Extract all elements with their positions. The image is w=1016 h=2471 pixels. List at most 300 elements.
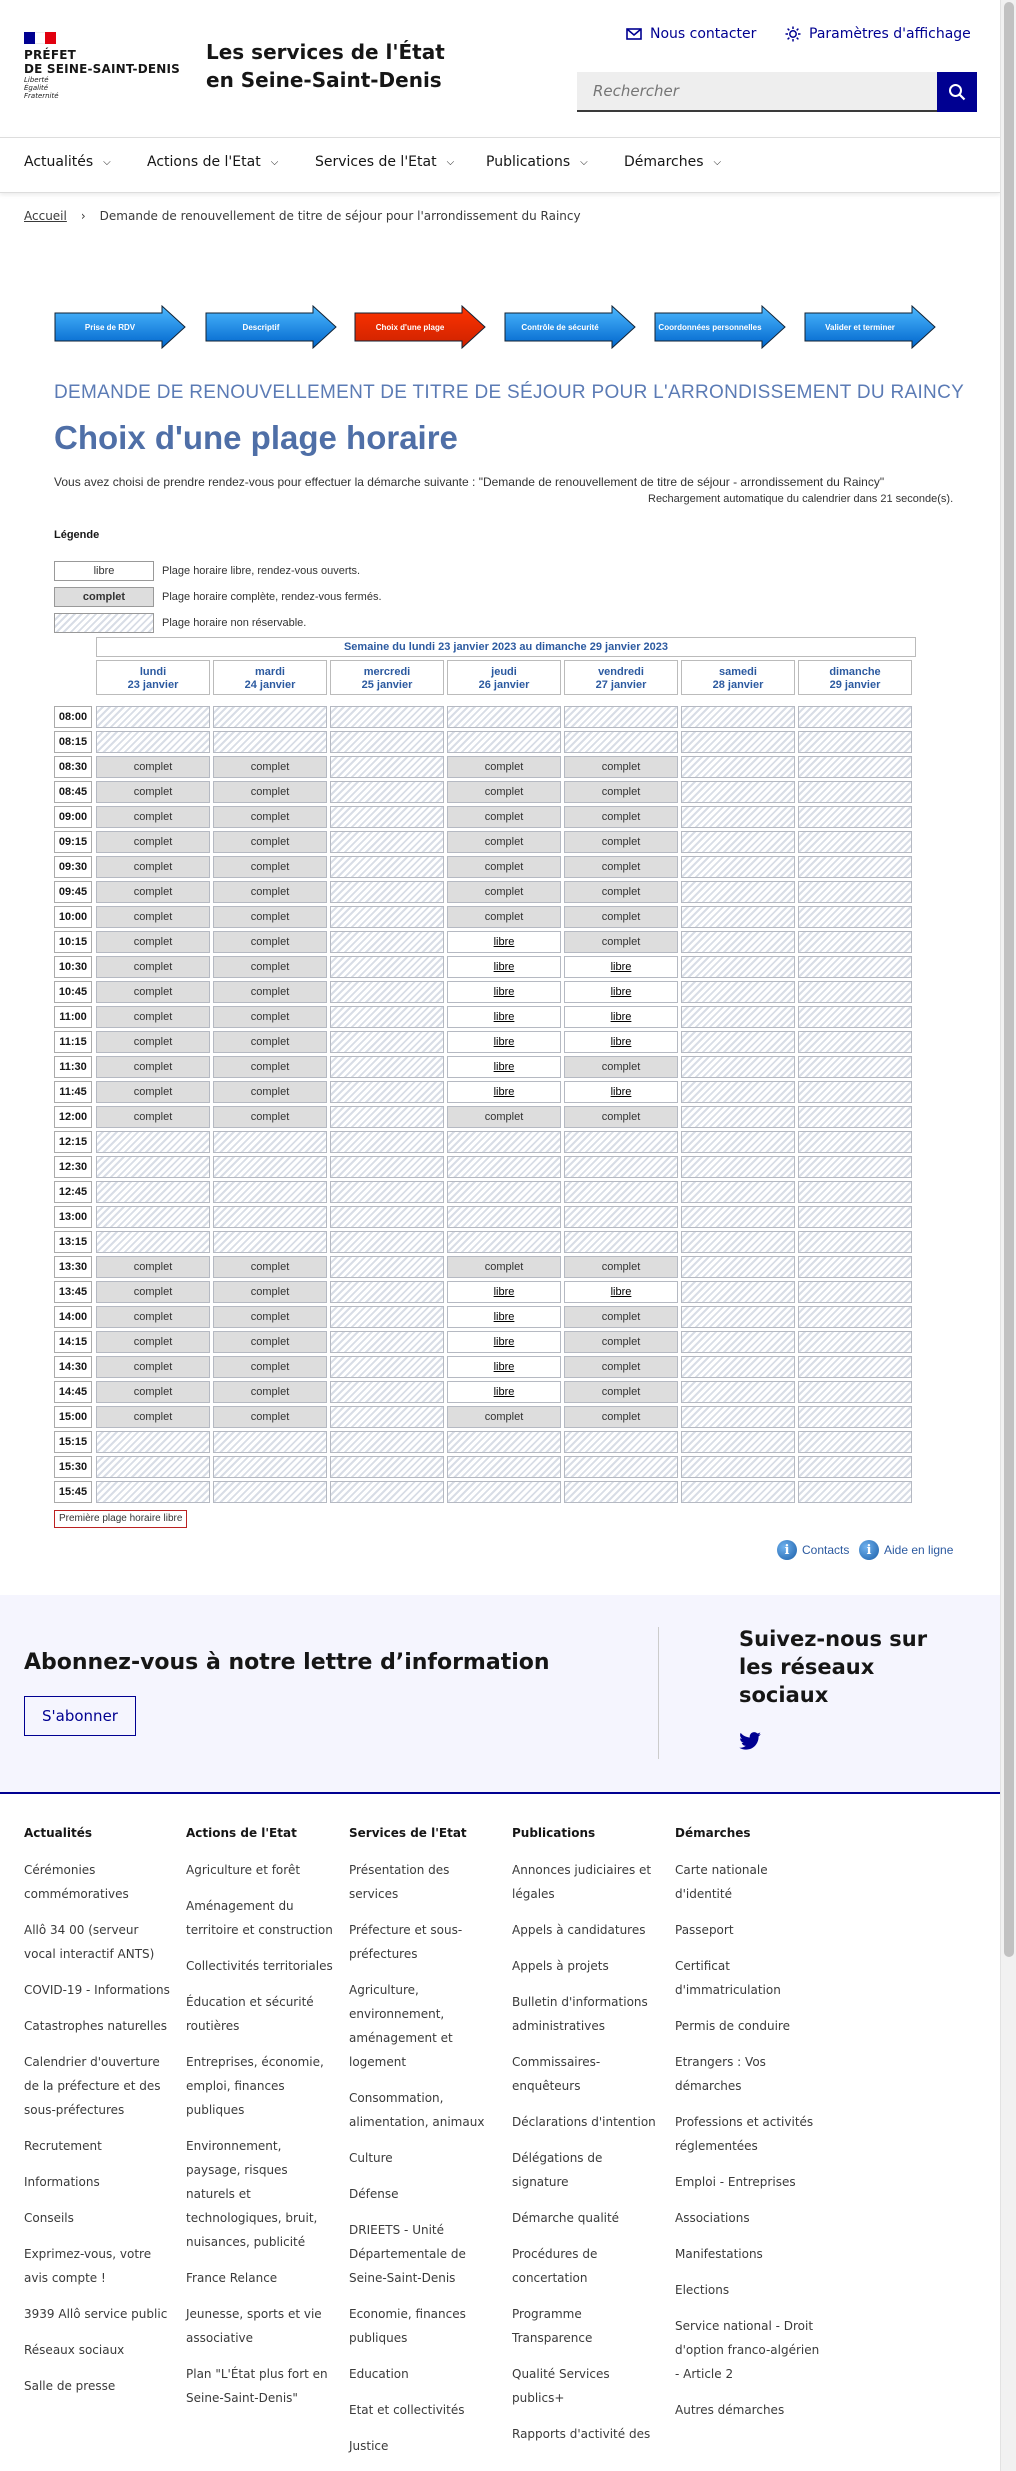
footer-link[interactable]: Aménagement du territoire et construction xyxy=(186,1899,333,1937)
time-label: 11:45 xyxy=(54,1081,92,1103)
slot-unavailable xyxy=(681,1006,795,1028)
slot-full: complet xyxy=(564,781,678,803)
slot-unavailable xyxy=(798,1081,912,1103)
slot-full: complet xyxy=(447,806,561,828)
republic-motto: Liberté Égalité Fraternité xyxy=(24,76,59,100)
slot-unavailable xyxy=(330,806,444,828)
time-label: 15:00 xyxy=(54,1406,92,1428)
slot-full: complet xyxy=(564,1306,678,1328)
slot-unavailable xyxy=(564,1231,678,1253)
time-label: 14:30 xyxy=(54,1356,92,1378)
footer-link[interactable]: Annonces judiciaires et légales xyxy=(512,1863,652,1901)
slot-unavailable xyxy=(330,1231,444,1253)
slot-unavailable xyxy=(798,706,912,728)
slot-full: complet xyxy=(447,856,561,878)
footer-link[interactable]: Service national - Droit d'option franco-algérien - Article 2 xyxy=(675,2319,820,2381)
footer-link[interactable]: DRIEETS - Unité Départementale de Seine-Saint-Denis xyxy=(349,2223,466,2285)
slot-unavailable xyxy=(96,731,210,753)
reload-notice: Rechargement automatique du calendrier dans 21 seconde(s). xyxy=(648,493,954,505)
slot-unavailable xyxy=(564,1206,678,1228)
slot-unavailable xyxy=(681,1356,795,1378)
scrollbar-thumb[interactable] xyxy=(1004,2,1014,1957)
footer-column-title: Services de l'Etat xyxy=(349,1826,467,1840)
week-title: Semaine du lundi 23 janvier 2023 au dimanche 29 janvier 2023 xyxy=(96,637,916,657)
slot-full: complet xyxy=(213,1106,327,1128)
slot-unavailable xyxy=(681,1131,795,1153)
nav-item-actions-etat[interactable]: Actions de l'Etat ⌵ xyxy=(147,154,279,170)
footer-link[interactable]: Bulletin d'informations administratives xyxy=(512,1995,648,2033)
slot-unavailable xyxy=(330,1431,444,1453)
slot-unavailable xyxy=(798,831,912,853)
footer-link[interactable]: Etat et collectivités xyxy=(349,2403,465,2417)
slot-unavailable xyxy=(447,1431,561,1453)
slot-unavailable xyxy=(681,1231,795,1253)
footer-link[interactable]: Programme Transparence xyxy=(512,2307,593,2345)
slot-unavailable xyxy=(447,1231,561,1253)
slot-unavailable xyxy=(96,1456,210,1478)
slot-free[interactable]: libre xyxy=(564,956,678,978)
time-label: 13:00 xyxy=(54,1206,92,1228)
slot-free[interactable]: libre xyxy=(447,1056,561,1078)
slot-unavailable xyxy=(798,1356,912,1378)
slot-full: complet xyxy=(213,931,327,953)
slot-unavailable xyxy=(681,1281,795,1303)
footer-column xyxy=(512,1826,662,2458)
footer-link[interactable]: Associations xyxy=(675,2211,750,2225)
slot-free[interactable]: libre xyxy=(447,1281,561,1303)
time-label: 11:15 xyxy=(54,1031,92,1053)
time-label: 09:00 xyxy=(54,806,92,828)
slot-unavailable xyxy=(330,1481,444,1503)
slot-free[interactable]: libre xyxy=(447,981,561,1003)
slot-unavailable xyxy=(96,1231,210,1253)
slot-unavailable xyxy=(447,1181,561,1203)
slot-full: complet xyxy=(213,806,327,828)
nav-item-services-etat[interactable]: Services de l'Etat ⌵ xyxy=(315,154,455,170)
slot-full: complet xyxy=(96,1031,210,1053)
footer-link[interactable]: Réseaux sociaux xyxy=(24,2343,125,2357)
slot-unavailable xyxy=(681,1381,795,1403)
slot-full: complet xyxy=(96,856,210,878)
footer-column-title: Actions de l'Etat xyxy=(186,1826,297,1840)
slot-unavailable xyxy=(681,706,795,728)
footer-link[interactable]: Entreprises, économie, emploi, finances publiques xyxy=(186,2055,324,2117)
slot-unavailable xyxy=(798,1281,912,1303)
step-label: Choix d'une plage xyxy=(375,322,445,332)
footer-column xyxy=(349,1826,499,2470)
slot-free[interactable]: libre xyxy=(447,1331,561,1353)
footer-link[interactable]: Délégations de signature xyxy=(512,2151,603,2189)
slot-full: complet xyxy=(96,1256,210,1278)
slot-unavailable xyxy=(798,981,912,1003)
slot-unavailable xyxy=(564,1181,678,1203)
time-label: 15:15 xyxy=(54,1431,92,1453)
footer-link[interactable]: Rapports d'activité des xyxy=(512,2427,651,2441)
slot-unavailable xyxy=(213,706,327,728)
footer-link[interactable]: COVID-19 - Informations xyxy=(24,1983,170,1997)
footer-link[interactable]: Education xyxy=(349,2367,409,2381)
slot-unavailable xyxy=(798,1231,912,1253)
footer-link[interactable]: Cérémonies commémoratives xyxy=(24,1863,129,1901)
slot-unavailable xyxy=(681,756,795,778)
contact-link[interactable]: Nous contacter xyxy=(626,26,756,42)
slot-full: complet xyxy=(564,1056,678,1078)
footer-link[interactable]: Certificat d'immatriculation xyxy=(675,1959,781,1997)
slot-unavailable xyxy=(96,1206,210,1228)
slot-unavailable xyxy=(330,1281,444,1303)
slot-unavailable xyxy=(798,1131,912,1153)
slot-full: complet xyxy=(447,1406,561,1428)
slot-unavailable xyxy=(330,1381,444,1403)
slot-unavailable xyxy=(564,1131,678,1153)
slot-unavailable xyxy=(681,1081,795,1103)
footer-link[interactable]: Autres démarches xyxy=(675,2403,785,2417)
day-header: vendredi 27 janvier xyxy=(564,660,678,695)
slot-full: complet xyxy=(96,1106,210,1128)
slot-unavailable xyxy=(330,781,444,803)
slot-unavailable xyxy=(681,906,795,928)
footer-link[interactable]: Catastrophes naturelles xyxy=(24,2019,168,2033)
legend-free: libre Plage horaire libre, rendez-vous ouverts. xyxy=(54,561,360,581)
footer-link[interactable]: Calendrier d'ouverture de la préfecture et des sous-préfectures xyxy=(24,2055,161,2117)
slot-free[interactable]: libre xyxy=(564,1281,678,1303)
slot-unavailable xyxy=(798,856,912,878)
slot-unavailable xyxy=(96,706,210,728)
footer-link[interactable]: Allô 34 00 (serveur vocal interactif ANTS) xyxy=(24,1923,155,1961)
slot-free[interactable]: libre xyxy=(447,956,561,978)
footer-link[interactable]: Carte nationale d'identité xyxy=(675,1863,768,1901)
footer-link[interactable]: Appels à projets xyxy=(512,1959,609,1973)
slot-full: complet xyxy=(213,1081,327,1103)
slot-full: complet xyxy=(96,931,210,953)
chevron-down-icon: ⌵ xyxy=(580,156,588,168)
slot-full: complet xyxy=(213,1281,327,1303)
slot-unavailable xyxy=(330,1406,444,1428)
slot-unavailable xyxy=(798,1481,912,1503)
chevron-down-icon: ⌵ xyxy=(713,156,722,168)
day-header: dimanche 29 janvier xyxy=(798,660,912,695)
slot-full: complet xyxy=(213,1331,327,1353)
main-nav xyxy=(0,137,1000,193)
footer-link[interactable]: France Relance xyxy=(186,2271,278,2285)
slot-unavailable xyxy=(798,1306,912,1328)
slot-unavailable xyxy=(330,931,444,953)
footer-link[interactable]: Préfecture et sous-préfectures xyxy=(349,1923,463,1961)
slot-full: complet xyxy=(96,1006,210,1028)
slot-full: complet xyxy=(564,1331,678,1353)
slot-full: complet xyxy=(96,1356,210,1378)
slot-full: complet xyxy=(213,1406,327,1428)
slot-free[interactable]: libre xyxy=(564,1081,678,1103)
slot-full: complet xyxy=(96,831,210,853)
legend-unavailable: Plage horaire non réservable. xyxy=(54,613,306,633)
slot-full: complet xyxy=(564,856,678,878)
time-label: 09:30 xyxy=(54,856,92,878)
breadcrumb-current: Demande de renouvellement de titre de séjour pour l'arrondissement du Raincy xyxy=(99,209,581,223)
slot-unavailable xyxy=(330,706,444,728)
social-title: Suivez-nous sur les réseaux sociaux xyxy=(739,1627,928,1707)
slot-unavailable xyxy=(798,1381,912,1403)
slot-unavailable xyxy=(96,1181,210,1203)
slot-full: complet xyxy=(96,1381,210,1403)
slot-free[interactable]: libre xyxy=(447,1356,561,1378)
slot-unavailable xyxy=(681,881,795,903)
footer-column xyxy=(186,1826,336,2422)
time-label: 10:00 xyxy=(54,906,92,928)
slot-unavailable xyxy=(213,731,327,753)
newsletter-section xyxy=(0,1595,1000,1793)
slot-free[interactable]: libre xyxy=(447,931,561,953)
footer-link[interactable]: 3939 Allô service public xyxy=(24,2307,168,2321)
time-label: 15:45 xyxy=(54,1481,92,1503)
footer-link[interactable]: Agriculture et forêt xyxy=(186,1863,301,1877)
footer-link[interactable]: Défense xyxy=(349,2187,399,2201)
footer-link[interactable]: Consommation, alimentation, animaux xyxy=(349,2091,485,2129)
slot-full: complet xyxy=(447,1256,561,1278)
slot-unavailable xyxy=(681,981,795,1003)
slot-unavailable xyxy=(213,1431,327,1453)
footer-link[interactable]: Conseils xyxy=(24,2211,74,2225)
search-input[interactable] xyxy=(577,72,937,112)
slot-unavailable xyxy=(330,1206,444,1228)
search-icon xyxy=(948,83,966,101)
time-label: 10:45 xyxy=(54,981,92,1003)
slot-unavailable xyxy=(681,1031,795,1053)
slot-full: complet xyxy=(213,856,327,878)
slot-unavailable xyxy=(330,1006,444,1028)
footer-link[interactable]: Emploi - Entreprises xyxy=(675,2175,796,2189)
chevron-down-icon: ⌵ xyxy=(270,156,279,168)
time-label: 15:30 xyxy=(54,1456,92,1478)
footer-link[interactable]: Plan "L'État plus fort en Seine-Saint-Denis" xyxy=(186,2367,328,2405)
slot-unavailable xyxy=(330,1081,444,1103)
newsletter-title: Abonnez-vous à notre lettre d’information xyxy=(24,1650,550,1675)
day-header: mardi 24 janvier xyxy=(213,660,327,695)
contacts-link[interactable]: i Contacts xyxy=(777,1540,849,1560)
footer-link[interactable]: Éducation et sécurité routières xyxy=(186,1995,314,2033)
footer-link[interactable]: Commissaires-enquêteurs xyxy=(512,2055,601,2093)
slot-unavailable xyxy=(330,1306,444,1328)
footer-link[interactable]: Déclarations d'intention xyxy=(512,2115,656,2129)
footer-link[interactable]: Informations xyxy=(24,2175,100,2189)
slot-unavailable xyxy=(681,731,795,753)
slot-free[interactable]: libre xyxy=(447,1081,561,1103)
day-header: lundi 23 janvier xyxy=(96,660,210,695)
time-label: 12:30 xyxy=(54,1156,92,1178)
footer-link[interactable]: Présentation des services xyxy=(349,1863,450,1901)
slot-free[interactable]: libre xyxy=(447,1306,561,1328)
footer-link[interactable]: Exprimez-vous, votre avis compte ! xyxy=(24,2247,152,2285)
nav-item-publications[interactable]: Publications ⌵ xyxy=(486,154,588,170)
slot-unavailable xyxy=(798,1056,912,1078)
time-label: 08:15 xyxy=(54,731,92,753)
page-title: Choix d'une plage horaire xyxy=(54,419,458,456)
slot-full: complet xyxy=(96,781,210,803)
twitter-icon[interactable] xyxy=(739,1732,761,1750)
slot-free[interactable]: libre xyxy=(447,1381,561,1403)
footer-link[interactable]: Permis de conduire xyxy=(675,2019,790,2033)
step-label: Valider et terminer xyxy=(825,322,895,332)
slot-unavailable xyxy=(330,1056,444,1078)
slot-unavailable xyxy=(330,731,444,753)
slot-unavailable xyxy=(564,1156,678,1178)
footer-link[interactable]: Justice xyxy=(349,2439,389,2453)
divider xyxy=(658,1627,659,1759)
slot-unavailable xyxy=(681,1056,795,1078)
footer-link[interactable]: Collectivités territoriales xyxy=(186,1959,333,1973)
slot-free[interactable]: libre xyxy=(564,981,678,1003)
slot-unavailable xyxy=(681,1106,795,1128)
slot-unavailable xyxy=(330,1256,444,1278)
slot-full: complet xyxy=(96,1056,210,1078)
slot-unavailable xyxy=(681,956,795,978)
time-label: 14:45 xyxy=(54,1381,92,1403)
nav-item-actualites[interactable]: Actualités ⌵ xyxy=(24,154,111,170)
footer-link[interactable]: Professions et activités réglementées xyxy=(675,2115,814,2153)
search-bar xyxy=(577,72,977,112)
scrollbar[interactable] xyxy=(1000,0,1016,2471)
slot-unavailable xyxy=(681,931,795,953)
slot-full: complet xyxy=(213,956,327,978)
slot-full: complet xyxy=(564,806,678,828)
search-button[interactable] xyxy=(937,72,977,112)
slot-unavailable xyxy=(798,1456,912,1478)
time-label: 08:45 xyxy=(54,781,92,803)
slot-unavailable xyxy=(330,856,444,878)
slot-unavailable xyxy=(798,1406,912,1428)
site-header xyxy=(0,0,1000,137)
slot-unavailable xyxy=(330,1106,444,1128)
slot-full: complet xyxy=(213,1006,327,1028)
chevron-down-icon: ⌵ xyxy=(446,156,455,168)
slot-unavailable xyxy=(447,1131,561,1153)
time-label: 08:00 xyxy=(54,706,92,728)
footer-link[interactable]: Procédures de concertation xyxy=(512,2247,598,2285)
time-label: 11:30 xyxy=(54,1056,92,1078)
slot-full: complet xyxy=(564,1381,678,1403)
site-title[interactable]: Les services de l'État en Seine-Saint-Denis xyxy=(206,40,445,92)
footer-link[interactable]: Elections xyxy=(675,2283,730,2297)
footer-link[interactable]: Agriculture, environnement, aménagement et logement xyxy=(349,1983,453,2069)
slot-full: complet xyxy=(96,1331,210,1353)
time-label: 08:30 xyxy=(54,756,92,778)
footer-link[interactable]: Manifestations xyxy=(675,2247,763,2261)
slot-unavailable xyxy=(681,1481,795,1503)
footer-link[interactable]: Salle de presse xyxy=(24,2379,116,2393)
slot-unavailable xyxy=(213,1456,327,1478)
envelope-icon xyxy=(626,28,642,40)
time-label: 13:45 xyxy=(54,1281,92,1303)
day-header: jeudi 26 janvier xyxy=(447,660,561,695)
slot-full: complet xyxy=(213,1256,327,1278)
slot-unavailable xyxy=(798,1181,912,1203)
slot-free[interactable]: libre xyxy=(447,1031,561,1053)
breadcrumb-home-link[interactable]: Accueil xyxy=(24,209,67,223)
slot-free[interactable]: libre xyxy=(564,1006,678,1028)
slot-free[interactable]: libre xyxy=(564,1031,678,1053)
slot-unavailable xyxy=(798,881,912,903)
intro-text: Vous avez choisi de prendre rendez-vous pour effectuer la démarche suivante : "Demande de renouvellement de titre de séjour - arrondissement du Raincy" xyxy=(54,475,885,489)
footer-link[interactable]: Culture xyxy=(349,2151,393,2165)
slot-unavailable xyxy=(330,981,444,1003)
slot-unavailable xyxy=(213,1181,327,1203)
nav-item-demarches[interactable]: Démarches ⌵ xyxy=(624,154,722,170)
time-label: 13:15 xyxy=(54,1231,92,1253)
time-label: 11:00 xyxy=(54,1006,92,1028)
legend-title: Légende xyxy=(54,529,100,541)
display-settings-link[interactable]: Paramètres d'affichage xyxy=(785,26,971,42)
slot-full: complet xyxy=(564,1356,678,1378)
footer-link[interactable]: Qualité Services publics+ xyxy=(512,2367,610,2405)
legend-full: complet Plage horaire complète, rendez-vous fermés. xyxy=(54,587,382,607)
footer-link[interactable]: Recrutement xyxy=(24,2139,102,2153)
time-label: 12:15 xyxy=(54,1131,92,1153)
slot-full: complet xyxy=(564,1406,678,1428)
slot-unavailable xyxy=(681,806,795,828)
time-label: 09:45 xyxy=(54,881,92,903)
footer-link[interactable]: Environnement, paysage, risques naturels et technologiques, bruit, nuisances, publicité xyxy=(186,2139,318,2249)
slot-unavailable xyxy=(447,706,561,728)
slot-unavailable xyxy=(213,1231,327,1253)
slot-unavailable xyxy=(330,756,444,778)
slot-unavailable xyxy=(681,1331,795,1353)
prefet-label[interactable]: PRÉFET DE SEINE-SAINT-DENIS xyxy=(24,48,181,76)
footer-link[interactable]: Appels à candidatures xyxy=(512,1923,646,1937)
sun-icon xyxy=(785,26,801,42)
step-label: Contrôle de sécurité xyxy=(521,322,599,332)
republique-logo-flag xyxy=(24,32,56,44)
slot-full: complet xyxy=(96,1081,210,1103)
footer-column-title: Publications xyxy=(512,1826,596,1840)
slot-unavailable xyxy=(330,881,444,903)
slot-unavailable xyxy=(798,1006,912,1028)
subscribe-button[interactable]: S'abonner xyxy=(24,1696,136,1736)
slot-full: complet xyxy=(213,881,327,903)
footer-link[interactable]: Démarche qualité xyxy=(512,2211,620,2225)
slot-unavailable xyxy=(330,1181,444,1203)
slot-unavailable xyxy=(798,931,912,953)
slot-free[interactable]: libre xyxy=(447,1006,561,1028)
slot-unavailable xyxy=(564,706,678,728)
slot-full: complet xyxy=(213,906,327,928)
slot-full: complet xyxy=(213,1306,327,1328)
slot-unavailable xyxy=(564,731,678,753)
slot-unavailable xyxy=(330,1331,444,1353)
footer-link[interactable]: Jeunesse, sports et vie associative xyxy=(186,2307,322,2345)
slot-full: complet xyxy=(96,881,210,903)
slot-unavailable xyxy=(213,1131,327,1153)
slot-full: complet xyxy=(447,881,561,903)
time-label: 12:00 xyxy=(54,1106,92,1128)
slot-full: complet xyxy=(213,781,327,803)
slot-unavailable xyxy=(681,781,795,803)
slot-full: complet xyxy=(213,1356,327,1378)
slot-unavailable xyxy=(447,1456,561,1478)
footer-link[interactable]: Economie, finances publiques xyxy=(349,2307,466,2345)
slot-full: complet xyxy=(447,831,561,853)
day-header: mercredi 25 janvier xyxy=(330,660,444,695)
slot-unavailable xyxy=(96,1481,210,1503)
footer-link[interactable]: Passeport xyxy=(675,1923,734,1937)
time-label: 14:15 xyxy=(54,1331,92,1353)
first-free-slot-button[interactable]: Première plage horaire libre xyxy=(54,1510,187,1528)
slot-full: complet xyxy=(564,756,678,778)
online-help-link[interactable]: i Aide en ligne xyxy=(859,1540,953,1560)
slot-unavailable xyxy=(798,756,912,778)
slot-full: complet xyxy=(564,1256,678,1278)
time-label: 12:45 xyxy=(54,1181,92,1203)
footer-link[interactable]: Etrangers : Vos démarches xyxy=(675,2055,766,2093)
